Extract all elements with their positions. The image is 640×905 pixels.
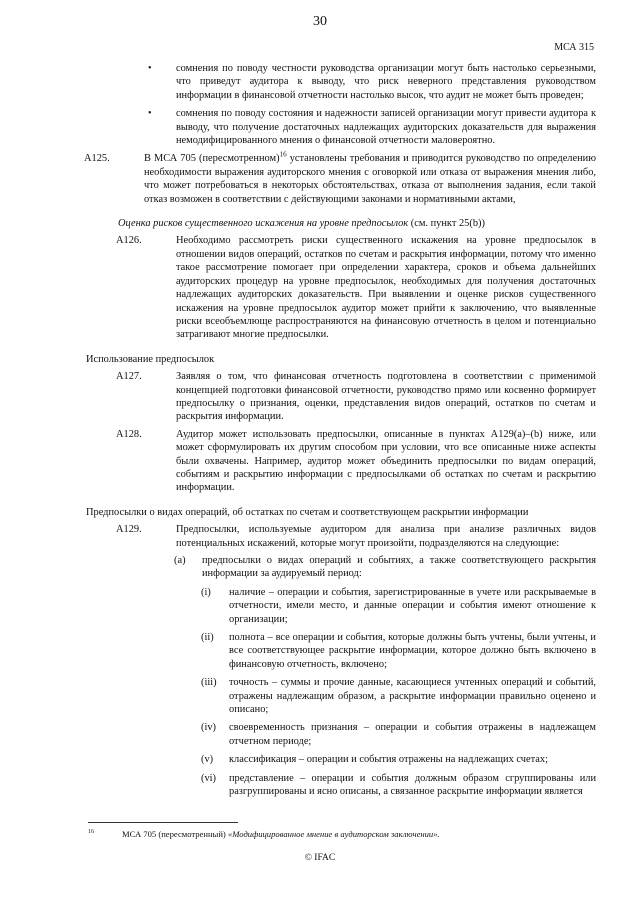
footnote-ref: 16 [279,150,287,159]
subparagraph-a [86,554,596,581]
roman-text: представление – операции и события должным образом сгруппированы или разгруппированы и ясно описаны, а связанное раскрытие информации является [229,772,596,798]
paragraph-text: В МСА 705 (пересмотренном) [144,153,280,165]
roman-label: (vi) [201,772,217,784]
roman-text: наличие – операции и события, зарегистрированные в учете или раскрываемые в отчетности, имели место, и данные операции и события имеют отношение к организации; [229,586,596,625]
roman-item [86,772,596,799]
bullet-item [118,62,596,102]
roman-item [86,721,596,748]
roman-label: (iv) [201,722,217,734]
paragraph-number: A128. [116,428,142,440]
roman-text: полнота – все операции и события, которые должны быть учтены, были учтены, и все соответствующее раскрытие информации, которое должно быть включено в финансовую отчетность, включено; [229,632,596,670]
paragraph-number: A125. [84,153,110,165]
paragraph-a125 [86,152,596,206]
footnote-italic: «Модифицированное мнение в аудиторском заключении». [227,829,440,839]
roman-label: (iii) [201,677,217,689]
bullet-icon: • [148,108,152,120]
paragraph-text: Необходимо рассмотреть риски существенного искажения на уровне предпосылок в отношении видов операций, остатков по счетам и раскрытия информации, потому что именно такое рассмотрение помогает при определении характера, сроков и объема дальнейших аудиторских процедур на уровне предпосылок, необходимых для получения достаточных надлежащих аудиторских доказательств. При выявлении и оценке рисков существенного искажения на уровне предпосылок аудитор может прийти к заключению, что выявленные риски всеобъемлюще распространяются на финансовую отчетность в целом и потенциально затрагивают многие предпосылки. [176,235,596,341]
subparagraph-label: (a) [174,555,186,566]
footnote-number: 16 [88,829,94,835]
paragraph-a126 [118,234,596,341]
section-heading-use: Использование предпосылок [86,353,215,365]
paragraph-a128 [118,428,596,495]
paragraph-text: Заявляя о том, что финансовая отчетность подготовлена в соответствии с применимой концепцией подготовки финансовой отчетности, руководство прямо или косвенно формирует предпосылку о признания, оценки, представления видов операций, остатков по счетам и раскрытия информации. [176,371,596,423]
paragraph-text: Аудитор может использовать предпосылки, описанные в пунктах A129(a)–(b) ниже, или может сформулировать их другим способом при условии, что все описанные ниже аспекты были охвачены. Например, аудитор может объединить предпосылки по видам операций, событиям и раскрытию информации с предпосылками об остатках по счетам и раскрытию информации. [176,428,596,494]
roman-text: своевременность признания – операции и события отражены в надлежащем отчетном периоде; [229,722,596,747]
copyright: © IFAC [304,853,336,863]
bullet-item [118,107,596,147]
bullet-icon: • [148,63,152,74]
heading-ref: (см. пункт 25(b)) [408,218,485,230]
roman-item [86,753,596,766]
section-heading-types: Предпосылки о видах операций, об остатках по счетам и соответствующем раскрытии информации [86,506,529,518]
paragraph-number: A126. [116,235,142,247]
roman-label: (i) [201,586,211,598]
paragraph-number: A129. [116,524,142,536]
roman-label: (ii) [201,632,214,644]
footnote-plain: МСА 705 (пересмотренный) [122,829,228,839]
paragraph-number: A127. [116,371,142,383]
roman-text: точность – суммы и прочие данные, касающиеся учтенных операций и событий, отражены надлежащим образом, а раскрытие информации правильно оценено и описано; [229,677,596,716]
heading-italic: Оценка рисков существенного искажения на уровне предпосылок [118,218,409,230]
roman-label: (v) [201,754,214,766]
standard-label: МСА 315 [554,42,594,53]
footnote-divider [88,822,238,823]
section-heading-assessment [118,217,596,230]
subparagraph-text: предпосылки о видах операций и событиях, а также соответствующего раскрытия информации за аудируемый период: [202,555,596,580]
bullet-text: сомнения по поводу состояния и надежности записей организации могут привести аудитора к выводу, что получение достаточных надлежащих аудиторских доказательств для выражения немодифицированного мнения о финансовой отчетности маловероятно. [176,108,596,147]
roman-item [86,631,596,671]
paragraph-a129 [118,523,596,550]
roman-text: классификация – операции и события отражены на надлежащих счетах; [229,754,548,766]
bullet-text: сомнения по поводу честности руководства организации могут быть настолько серьезными, что приведут аудитора к выводу, что риск неверного представления руководством информации в финансовой отчетности настолько высок, что аудит не может быть проведен; [176,63,596,101]
roman-item [86,586,596,626]
paragraph-text: Предпосылки, используемые аудитором для анализа при анализе различных видов потенциальных искажений, которые могут произойти, подразделяются на следующие: [176,524,596,549]
page-number: 30 [313,14,327,29]
paragraph-a127 [118,370,596,424]
page-content [84,62,596,799]
roman-item [86,676,596,716]
footnote-text [88,829,596,839]
footnote [88,829,596,839]
paragraph-text: установлены требования и приводится руководство по определению необходимости выражения аудиторского мнения с оговоркой или отказа от выражения мнения либо, что может потребоваться в некоторых обстоятельствах, отказа от выполнения задания, если такой отказ возможен в соответствии с действующими законами и нормативными актами, [144,153,596,205]
